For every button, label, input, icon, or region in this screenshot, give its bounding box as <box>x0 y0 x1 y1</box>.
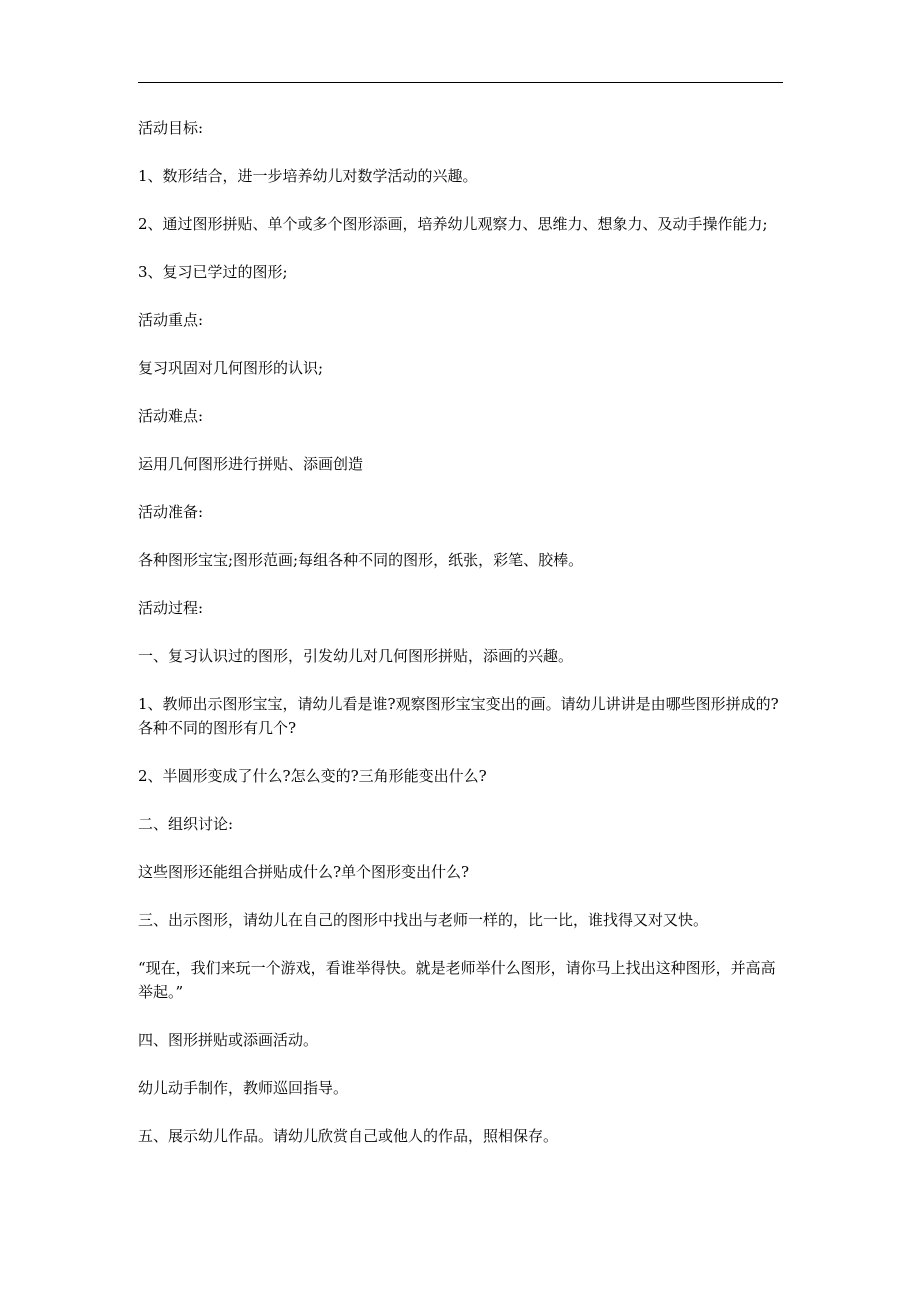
heading-difficulties: 活动难点: <box>138 407 204 425</box>
heading-key-points: 活动重点: <box>138 311 204 329</box>
process-step-4-text: 幼儿动手制作，教师巡回指导。 <box>138 1079 349 1097</box>
heading-goals: 活动目标: <box>138 119 204 137</box>
heading-preparation: 活动准备: <box>138 503 204 521</box>
goal-item-3: 3、复习已学过的图形; <box>138 263 288 281</box>
process-step-2: 二、组织讨论: <box>138 815 234 833</box>
process-step-2-text: 这些图形还能组合拼贴成什么?单个图形变出什么? <box>138 863 470 881</box>
key-points-text: 复习巩固对几何图形的认识; <box>138 359 324 377</box>
difficulties-text: 运用几何图形进行拼贴、添画创造 <box>138 455 364 473</box>
process-step-1-item-2: 2、半圆形变成了什么?怎么变的?三角形能变出什么? <box>138 767 487 785</box>
process-step-1: 一、复习认识过的图形，引发幼儿对几何图形拼贴，添画的兴趣。 <box>138 647 574 665</box>
heading-process: 活动过程: <box>138 599 204 617</box>
process-step-1-item-1: 1、教师出示图形宝宝，请幼儿看是谁?观察图形宝宝变出的画。请幼儿讲讲是由哪些图形拼成的?各种不同的图形有几个? <box>138 695 779 737</box>
preparation-text: 各种图形宝宝;图形范画;每组各种不同的图形，纸张，彩笔、胶棒。 <box>138 551 584 569</box>
document-body <box>138 116 788 1172</box>
process-step-3: 三、出示图形，请幼儿在自己的图形中找出与老师一样的，比一比，谁找得又对又快。 <box>138 911 709 929</box>
process-step-5: 五、展示幼儿作品。请幼儿欣赏自己或他人的作品，照相保存。 <box>138 1127 559 1145</box>
process-step-4: 四、图形拼贴或添画活动。 <box>138 1031 319 1049</box>
header-rule <box>138 82 783 83</box>
goal-item-2: 2、通过图形拼贴、单个或多个图形添画，培养幼儿观察力、思维力、想象力、及动手操作能力; <box>138 215 768 233</box>
goal-item-1: 1、数形结合，进一步培养幼儿对数学活动的兴趣。 <box>138 167 478 185</box>
process-step-3-quote: “现在，我们来玩一个游戏，看谁举得快。就是老师举什么图形，请你马上找出这种图形，并高高举起。” <box>138 959 776 1001</box>
